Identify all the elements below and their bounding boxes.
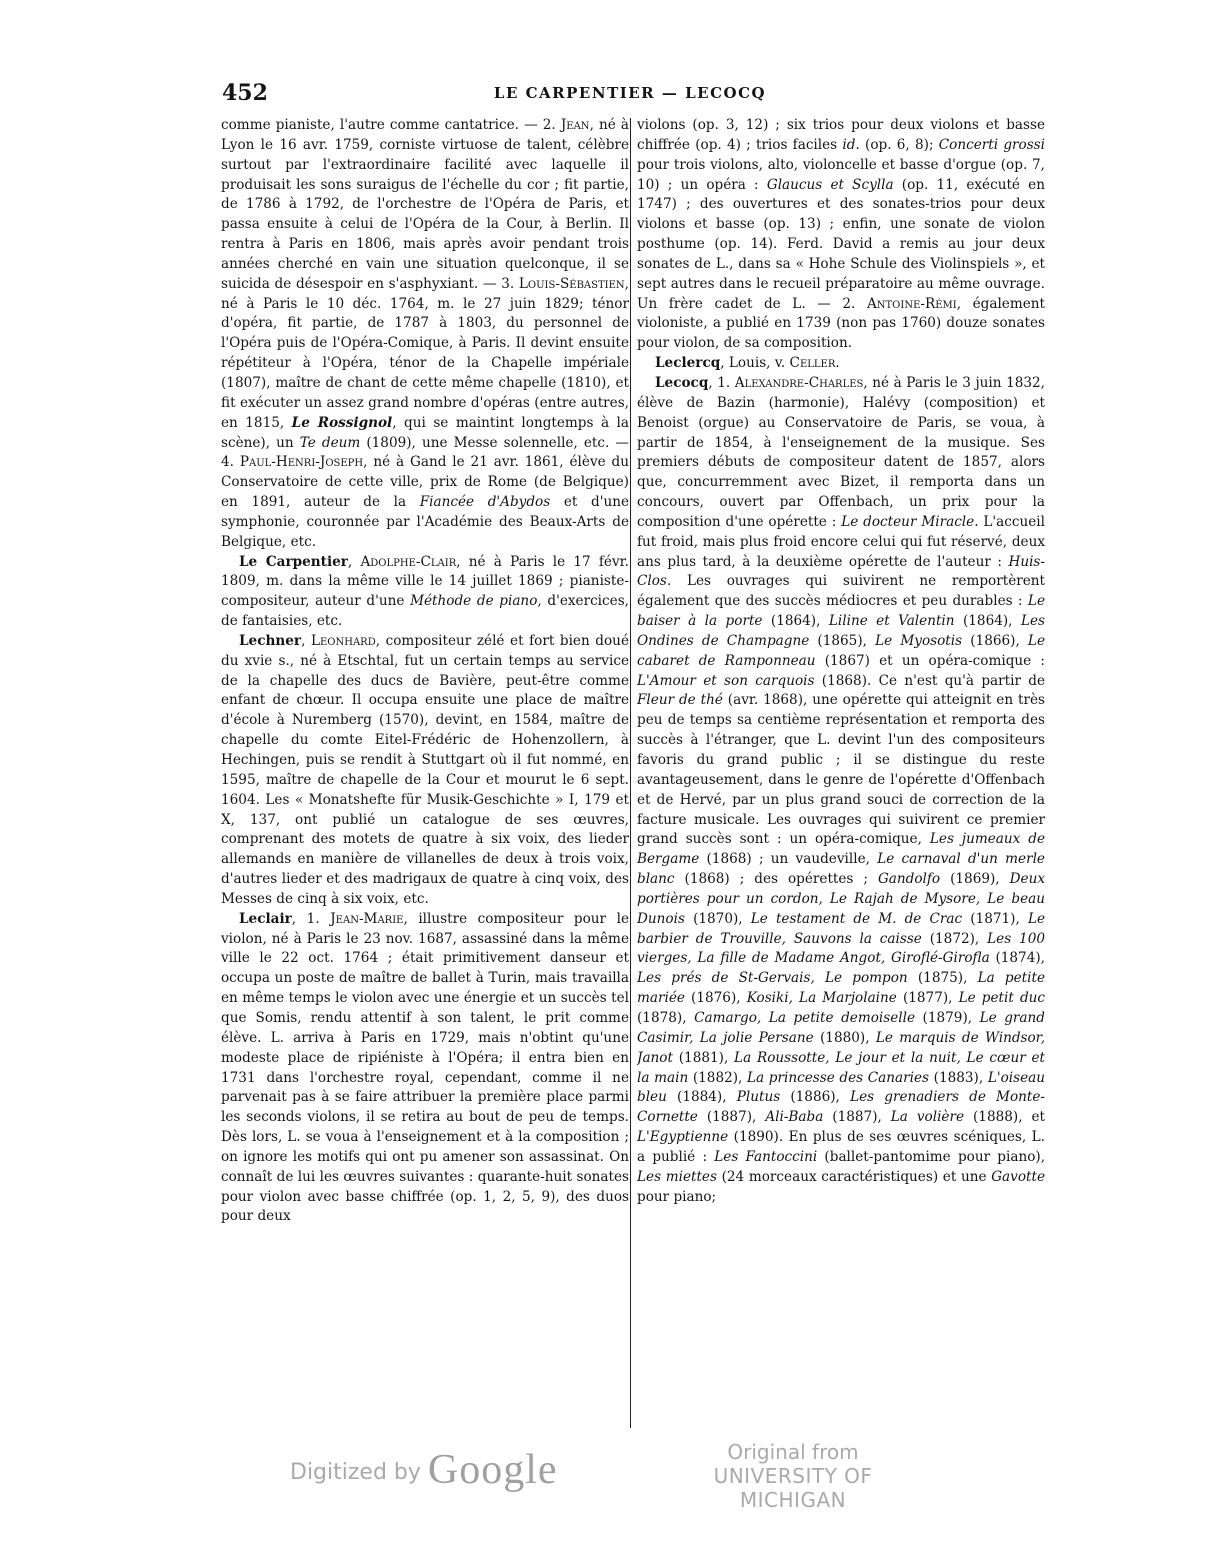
- running-head: LE CARPENTIER — LECOCQ: [493, 84, 767, 102]
- entry-leclercq: Leclercq, Louis, v. Celler.: [655, 355, 840, 372]
- digitized-by-label: Digitized by: [290, 1460, 421, 1485]
- left-column: [221, 116, 629, 1432]
- headword: Leclair: [239, 910, 292, 927]
- right-column: [637, 116, 1045, 1432]
- headword: Leclercq: [655, 355, 721, 372]
- original-from-watermark: [668, 1440, 918, 1512]
- column-divider: [630, 118, 631, 1428]
- google-logo: Google: [427, 1447, 558, 1493]
- entry-leclair: Leclair, 1. Jean-Marie, illustre compositeur pour le violon, né à Paris le 23 nov. 1687, assassiné dans la même ville le 22 oct. 1764 ; était primitivement danseur et occupa un poste de maître de ballet à Turin, mais travailla en même temps le violon avec une énergie et un succès tel que Somis, rendu attentif à son talent, le prit comme élève. L. arriva à Paris en 1729, mais n'obtint qu'une modeste place de ripiéniste à l'Opéra; il entra bien en 1731 dans l'orchestre royal, cependant, comme il ne parvenait pas à se faire attribuer la première place parmi les seconds violons, il se retira au bout de peu de temps. Dès lors, L. se voua à l'enseignement et à la composition ; on ignore les motifs qui ont pu amener son assassinat. On connaît de lui les œuvres suivantes : quarante-huit sonates pour violon avec basse chiffrée (op. 1, 2, 5, 9), des duos pour deux: [221, 910, 629, 1225]
- entry-continuation: comme pianiste, l'autre comme cantatrice. — 2. Jean, né à Lyon le 16 avr. 1759, corniste virtuose de talent, célèbre surtout par l'extraordinaire facilité avec laquelle il produisait les sons suraigus de l'échelle du cor ; fit partie, de 1786 à 1792, de l'orchestre de l'Opéra de Paris, et passa ensuite à celui de l'Opéra de la Cour, à Berlin. Il rentra à Paris en 1806, mais après avoir pendant trois années cherché en vain une situation quelconque, il se suicida de désespoir en s'asphyxiant. — 3. Louis-Sébastien, né à Paris le 10 déc. 1764, m. le 27 juin 1829; ténor d'opéra, fit partie, de 1787 à 1803, du personnel de l'Opéra puis de l'Opéra-Comique, à Paris. Il devint ensuite répétiteur à l'Opéra, ténor de la Chapelle impériale (1807), maître de chant de cette même chapelle (1810), et fit exécuter un assez grand nombre d'opéras (entre autres, en 1815, Le Rossignol, qui se maintint longtemps à la scène), un Te deum (1809), une Messe solennelle, etc. — 4. Paul-Henri-Joseph, né à Gand le 21 avr. 1861, élève du Conservatoire de cette ville, prix de Rome (de Belgique) en 1891, auteur de la Fiancée d'Abydos et d'une symphonie, couronnée par l'Académie des Beaux-Arts de Belgique, etc.: [221, 117, 629, 550]
- page-number: 452: [222, 80, 268, 106]
- entry-le-carpentier: Le Carpentier, Adolphe-Clair, né à Paris le 17 févr. 1809, m. dans la même ville le 14 juillet 1869 ; pianiste-compositeur, auteur d'une Méthode de piano, d'exercices, de fantaisies, etc.: [221, 553, 629, 630]
- headword: Lecocq: [655, 374, 709, 391]
- page-header: [222, 80, 1038, 110]
- entry-leclair-continuation: violons (op. 3, 12) ; six trios pour deux violons et basse chiffrée (op. 4) ; trios faciles id. (op. 6, 8); Concerti grossi pour trois violons, alto, violoncelle et basse d'orgue (op. 7, 10) ; un opéra : Glaucus et Scylla (op. 11, exécuté en 1747) ; des ouvertures et des sonates-trios pour deux violons et basse (op. 13) ; enfin, une sonate de violon posthume (op. 14). Ferd. David a remis au jour deux sonates de L., dans sa « Hohe Schule des Violinspiels », et sept autres dans le recueil préparatoire au même ouvrage. Un frère cadet de L. — 2. Antoine-Rémi, également violoniste, a publié en 1739 (non pas 1760) douze sonates pour violon, de sa composition.: [637, 117, 1045, 352]
- headword: Lechner: [239, 632, 302, 649]
- entry-lechner: Lechner, Leonhard, compositeur zélé et fort bien doué du xvie s., né à Etschtal, fut un certain temps au service de la chapelle des ducs de Bavière, peut-être comme enfant de chœur. Il occupa ensuite une place de maître d'école à Nuremberg (1570), devint, en 1584, maître de chapelle du comte Eitel-Frédéric de Hohenzollern, à Hechingen, puis se rendit à Stuttgart où il fut nommé, en 1595, maître de chapelle de la Cour et mourut le 6 sept. 1604. Les « Monatshefte für Musik-Geschichte » I, 179 et X, 137, ont publié un catalogue de ses œuvres, comprenant des motets de quatre à six voix, des lieder allemands en manière de villanelles de deux à trois voix, d'autres lieder et des madrigaux de quatre à cinq voix, des Messes de cinq à six voix, etc.: [221, 632, 629, 907]
- university-label: UNIVERSITY OF MICHIGAN: [713, 1464, 873, 1512]
- headword: Le Carpentier: [239, 553, 348, 570]
- digitized-by-watermark: [290, 1446, 558, 1494]
- entry-lecocq: Lecocq, 1. Alexandre-Charles, né à Paris le 3 juin 1832, élève de Bazin (harmonie), Halévy (composition) et Benoist (orgue) au Conservatoire de Paris, se voua, à partir de 1854, à l'enseignement de la musique. Ses premiers débuts de compositeur datent de 1857, alors que, concurremment avec Bizet, il remporta dans un concours, ouvert par Offenbach, un prix pour la composition d'une opérette : Le docteur Miracle. L'accueil fut froid, mais plus froid encore celui qui fut réservé, deux ans plus tard, à la deuxième opérette de l'auteur : Huis-Clos. Les ouvrages qui suivirent ne remportèrent également que des succès médiocres et peu durables : Le baiser à la porte (1864), Liline et Valentin (1864), Les Ondines de Champagne (1865), Le Myosotis (1866), Le cabaret de Ramponneau (1867) et un opéra-comique : L'Amour et son carquois (1868). Ce n'est qu'à partir de Fleur de thé (avr. 1868), une opérette qui atteignit en très peu de temps sa centième représentation et remporta des succès à l'étranger, que L. devint l'un des compositeurs favoris du grand public ; il se distingue du reste avantageusement, dans le genre de l'opérette d'Offenbach et de Hervé, par un plus grand souci de correction de la facture musicale. Les ouvrages qui suivirent ce premier grand succès sont : un opéra-comique, Les jumeaux de Bergame (1868) ; un vaudeville, Le carnaval d'un merle blanc (1868) ; des opérettes ; Gandolfo (1869), Deux portières pour un cordon, Le Rajah de Mysore, Le beau Dunois (1870), Le testament de M. de Crac (1871), Le barbier de Trouville, Sauvons la caisse (1872), Les 100 vierges, La fille de Madame Angot, Giroflé-Girofla (1874), Les prés de St-Gervais, Le pompon (1875), La petite mariée (1876), Kosiki, La Marjolaine (1877), Le petit duc (1878), Camargo, La petite demoiselle (1879), Le grand Casimir, La jolie Persane (1880), Le marquis de Windsor, Janot (1881), La Roussotte, Le jour et la nuit, Le cœur et la main (1882), La princesse des Canaries (1883), L'oiseau bleu (1884), Plutus (1886), Les grenadiers de Monte-Cornette (1887), Ali-Baba (1887), La volière (1888), et L'Egyptienne (1890). En plus de ses œuvres scéniques, L. a publié : Les Fantoccini (ballet-pantomime pour piano), Les miettes (24 morceaux caractéristiques) et une Gavotte pour piano;: [637, 374, 1045, 1205]
- original-from-label: Original from: [727, 1440, 859, 1464]
